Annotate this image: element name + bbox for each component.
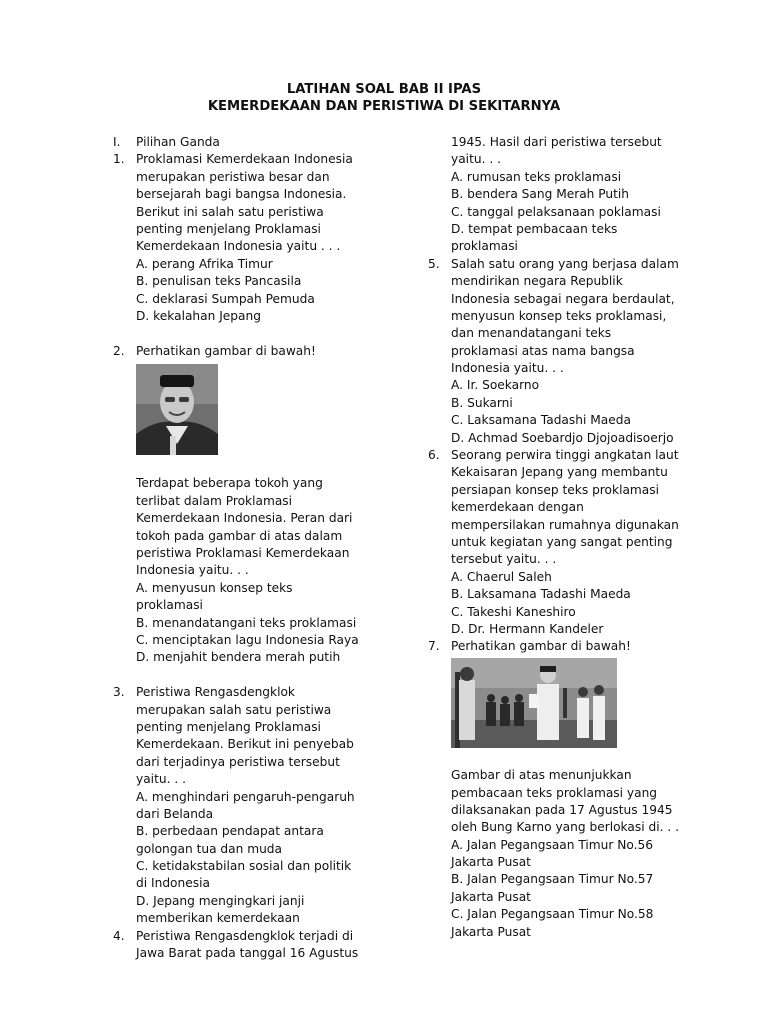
question-number: 4.	[113, 928, 125, 943]
answer-option: A. perang Afrika Timur	[136, 256, 273, 271]
question-5: 5. Salah satu orang yang berjasa dalam mendirikan negara Republik Indonesia sebagai negara berdaulat, menyusun konsep teks proklamasi, dan menandatangani teks proklamasi atas nama bangsa Indonesia yaitu. . . A. Ir. Soekarno B. Sukarni C. Laksamana Tadashi Maeda D. Achmad Soebardjo Djojoadisoerjo	[428, 256, 690, 447]
question-number: 2.	[113, 343, 125, 358]
answer-option: C. Takeshi Kaneshiro	[451, 604, 576, 619]
answer-option: B. Sukarni	[451, 395, 513, 410]
answer-option: A. Jalan Pegangsaan Timur No.56	[451, 837, 654, 852]
answer-option: C. deklarasi Sumpah Pemuda	[136, 291, 315, 306]
answer-option: A. menghindari pengaruh-pengaruh	[136, 789, 355, 804]
question-number: 3.	[113, 685, 125, 700]
answer-option: B. perbedaan pendapat antara	[136, 824, 324, 839]
portrait-photo	[136, 364, 218, 455]
question-number: 7.	[428, 639, 440, 654]
answer-option: C. menciptakan lagu Indonesia Raya	[136, 632, 359, 647]
proclamation-photo	[451, 658, 617, 748]
answer-option: B. menandatangani teks proklamasi	[136, 615, 357, 630]
question-7: 7. Perhatikan gambar di bawah! Gambar di atas menunjukkan pembacaan teks proklamasi yang dilaksanakan pada 17 Agustus 1945 oleh Bung Karno yang berlokasi di. . . A. Jalan Pegangsaan Timur No.56 Jakarta Pusat B. Jalan Pegangsaan Timur No.57 Jakarta Pusat C. Jalan Pegangsaan Timur No.58 Jakarta Pusat	[428, 638, 690, 941]
document-title: LATIHAN SOAL BAB II IPAS	[286, 82, 482, 97]
question-2: 2. Perhatikan gambar di bawah! Terdapat beberapa tokoh yang terlibat dalam Proklamasi Kemerdekaan Indonesia. Peran dari tokoh pada gambar di atas dalam peristiwa Proklamasi Kemerdekaan Indonesia yaitu. . . A. menyusun konsep teks proklamasi B. menandatangani teks proklamasi C. menciptakan lagu Indonesia Raya D. menjahit bendera merah putih	[113, 343, 365, 667]
right-column	[428, 134, 690, 941]
answer-option: B. Jalan Pegangsaan Timur No.57	[451, 872, 654, 887]
answer-option: D. menjahit bendera merah putih	[136, 650, 341, 665]
answer-option: C. ketidakstabilan sosial dan politik	[136, 859, 352, 874]
question-4-continued: 1945. Hasil dari peristiwa tersebut yaitu. . . A. rumusan teks proklamasi B. bendera Sang Merah Putih C. tanggal pelaksanaan poklamasi D. tempat pembacaan teks proklamasi	[428, 134, 690, 256]
answer-option: B. Laksamana Tadashi Maeda	[451, 587, 631, 602]
question-number: 1.	[113, 152, 125, 167]
answer-option: B. penulisan teks Pancasila	[136, 274, 302, 289]
section-heading: I. Pilihan Ganda	[113, 135, 220, 149]
answer-option: A. Ir. Soekarno	[451, 378, 540, 393]
answer-option: C. tanggal pelaksanaan poklamasi	[451, 204, 661, 219]
answer-option: A. menyusun konsep teks	[136, 580, 293, 595]
document-subtitle: KEMERDEKAAN DAN PERISTIWA DI SEKITARNYA	[207, 99, 561, 114]
answer-option: C. Jalan Pegangsaan Timur No.58	[451, 907, 654, 922]
answer-option: D. Jepang mengingkari janji	[136, 893, 305, 908]
answer-option: B. bendera Sang Merah Putih	[451, 187, 630, 202]
answer-option: D. Dr. Hermann Kandeler	[451, 621, 604, 636]
answer-option: D. Achmad Soebardjo Djojoadisoerjo	[451, 430, 674, 445]
question-6: 6. Seorang perwira tinggi angkatan laut Kekaisaran Jepang yang membantu persiapan konsep teks proklamasi kemerdekaan dengan mempersilakan rumahnya digunakan untuk kegiatan yang sangat penting tersebut yaitu. . . A. Chaerul Saleh B. Laksamana Tadashi Maeda C. Takeshi Kaneshiro D. Dr. Hermann Kandeler	[428, 447, 690, 638]
question-3: 3. Peristiwa Rengasdengklok merupakan salah satu peristiwa penting menjelang Proklamasi Kemerdekaan. Berikut ini penyebab dari terjadinya peristiwa tersebut yaitu. . . A. menghindari pengaruh-pengaruh dari Belanda B. perbedaan pendapat antara golongan tua dan muda C. ketidakstabilan sosial dan politik di Indonesia D. Jepang mengingkari janji memberikan kemerdekaan	[113, 684, 365, 927]
question-4-start: 4. Peristiwa Rengasdengklok terjadi di Jawa Barat pada tanggal 16 Agustus	[113, 928, 359, 961]
answer-option: A. Chaerul Saleh	[451, 569, 552, 584]
question-1: 1. Proklamasi Kemerdekaan Indonesia merupakan peristiwa besar dan bersejarah bagi bangsa Indonesia. Berikut ini salah satu peristiwa penting menjelang Proklamasi Kemerdekaan Indonesia yaitu . . . A. perang Afrika Timur B. penulisan teks Pancasila C. deklarasi Sumpah Pemuda D. kekalahan Jepang	[113, 151, 365, 325]
answer-option: C. Laksamana Tadashi Maeda	[451, 413, 631, 428]
answer-option: D. tempat pembacaan teks	[451, 221, 618, 236]
answer-option: D. kekalahan Jepang	[136, 308, 261, 323]
answer-option: A. rumusan teks proklamasi	[451, 169, 622, 184]
left-column	[113, 134, 365, 962]
question-number: 5.	[428, 256, 440, 271]
question-number: 6.	[428, 448, 440, 463]
